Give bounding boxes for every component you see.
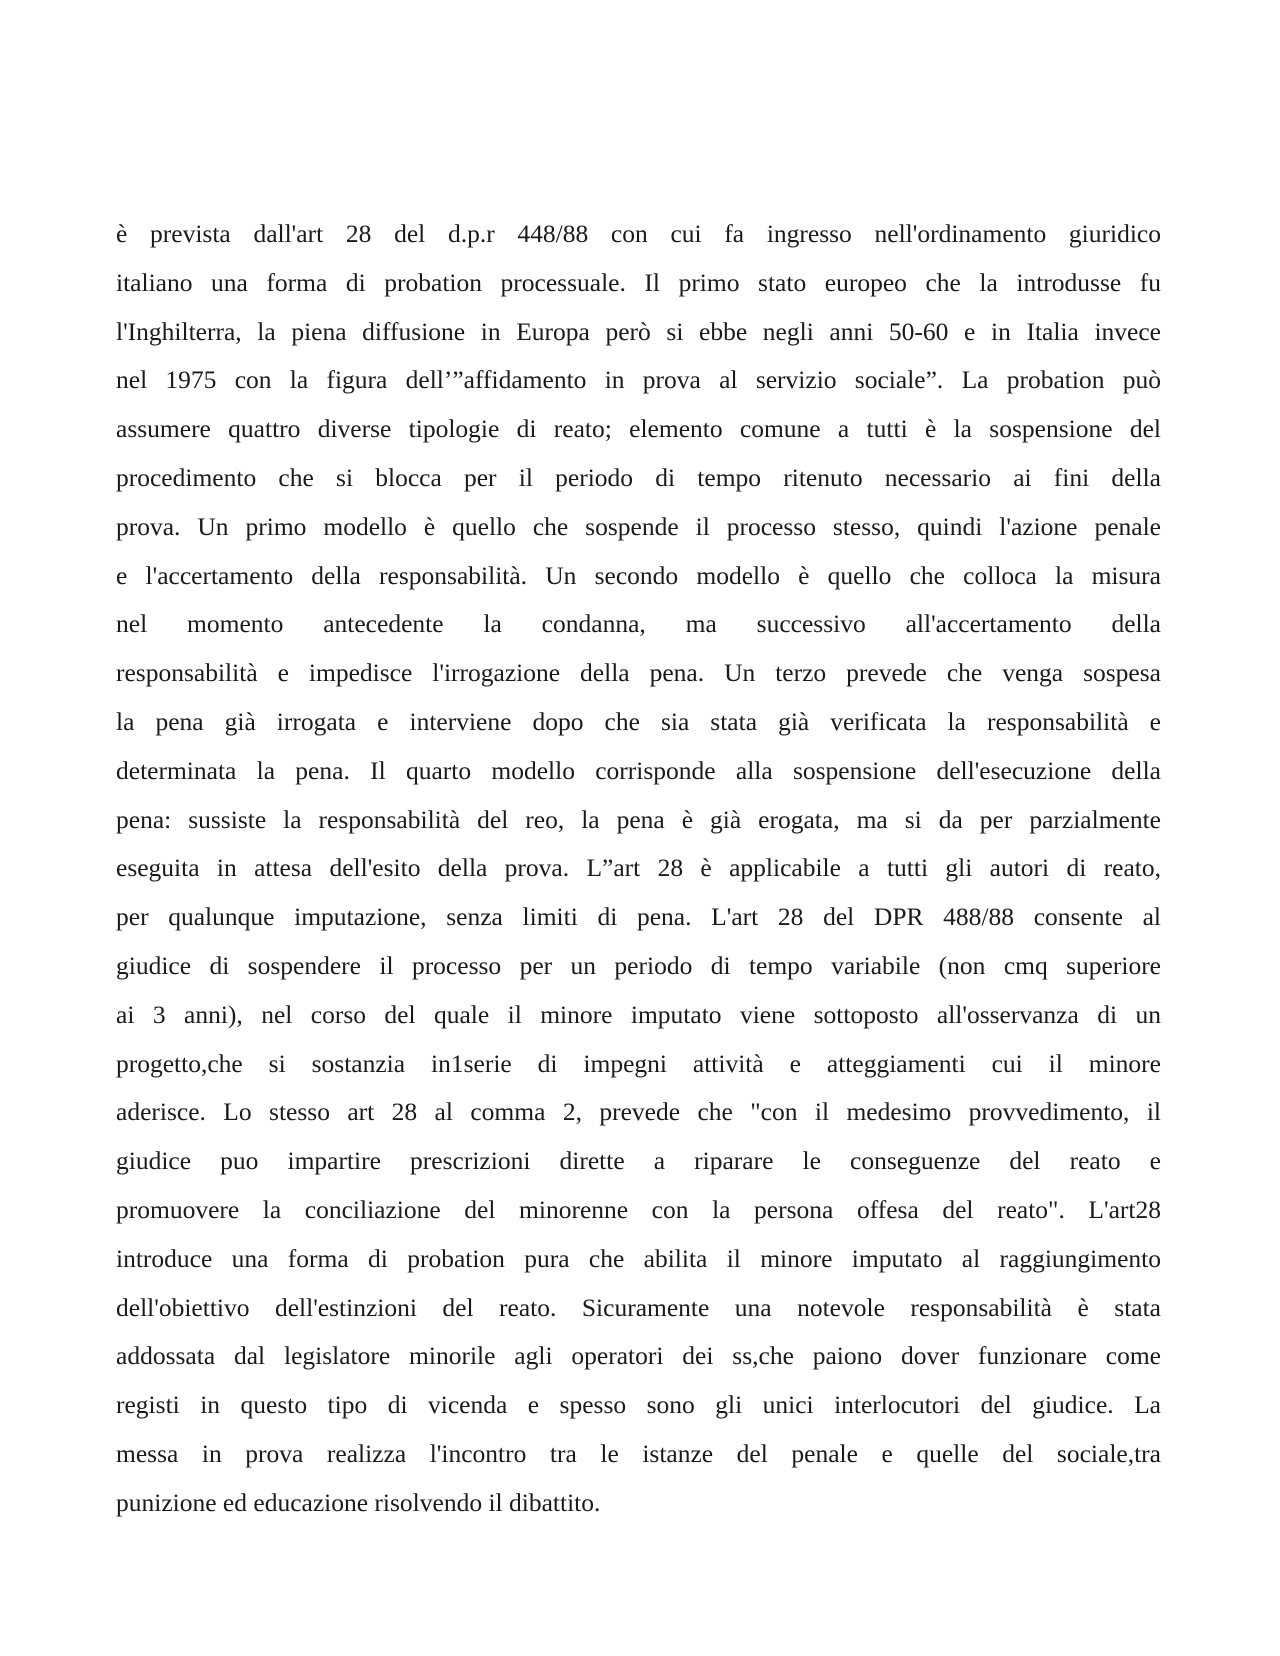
text-line: giudice di sospendere il processo per un periodo di tempo variabile (non cmq superiore: [116, 950, 1161, 980]
text-line: determinata la pena. Il quarto modello corrisponde alla sospensione dell'esecuzione della: [116, 755, 1161, 785]
text-line: dell'obiettivo dell'estinzioni del reato. Sicuramente una notevole responsabilità è stata: [116, 1292, 1161, 1322]
text-line: registi in questo tipo di vicenda e spesso sono gli unici interlocutori del giudice. La: [116, 1390, 1161, 1420]
text-line: addossata dal legislatore minorile agli operatori dei ss,che paiono dover funzionare come: [116, 1341, 1161, 1371]
text-line: giudice puo impartire prescrizioni dirette a riparare le conseguenze del reato e: [116, 1146, 1161, 1176]
body-paragraph: [116, 210, 1161, 1528]
text-line: per qualunque imputazione, senza limiti di pena. L'art 28 del DPR 488/88 consente al: [116, 902, 1161, 932]
text-line: introduce una forma di probation pura che abilita il minore imputato al raggiungimento: [116, 1243, 1161, 1273]
text-line: ai 3 anni), nel corso del quale il minore imputato viene sottoposto all'osservanza di un: [116, 999, 1161, 1029]
text-line: prova. Un primo modello è quello che sospende il processo stesso, quindi l'azione penale: [116, 511, 1161, 541]
text-line: assumere quattro diverse tipologie di reato; elemento comune a tutti è la sospensione del: [116, 414, 1161, 444]
text-line: promuovere la conciliazione del minorenne con la persona offesa del reato". L'art28: [116, 1194, 1161, 1224]
text-line: eseguita in attesa dell'esito della prova. L”art 28 è applicabile a tutti gli autori di reato,: [116, 853, 1161, 883]
text-line: l'Inghilterra, la piena diffusione in Europa però si ebbe negli anni 50-60 e in Italia invece: [116, 316, 1161, 346]
text-line: progetto,che si sostanzia in1serie di impegni attività e atteggiamenti cui il minore: [116, 1048, 1161, 1078]
text-line: responsabilità e impedisce l'irrogazione della pena. Un terzo prevede che venga sospesa: [116, 658, 1161, 688]
text-line: punizione ed educazione risolvendo il dibattito.: [116, 1487, 601, 1517]
text-line: pena: sussiste la responsabilità del reo, la pena è già erogata, ma si da per parzialmente: [116, 804, 1161, 834]
text-line: è prevista dall'art 28 del d.p.r 448/88 con cui fa ingresso nell'ordinamento giuridico: [116, 219, 1161, 248]
text-line: procedimento che si blocca per il periodo di tempo ritenuto necessario ai fini della: [116, 462, 1161, 492]
text-line: nel 1975 con la figura dell’”affidamento in prova al servizio sociale”. La probation può: [116, 365, 1161, 395]
text-line: e l'accertamento della responsabilità. Un secondo modello è quello che colloca la misura: [116, 560, 1161, 590]
text-line: la pena già irrogata e interviene dopo che sia stata già verificata la responsabilità e: [116, 706, 1161, 736]
text-line: italiano una forma di probation processuale. Il primo stato europeo che la introdusse fu: [116, 267, 1161, 297]
text-line: nel momento antecedente la condanna, ma successivo all'accertamento della: [116, 609, 1161, 639]
text-line: messa in prova realizza l'incontro tra le istanze del penale e quelle del sociale,tra: [116, 1438, 1161, 1468]
text-line: aderisce. Lo stesso art 28 al comma 2, prevede che "con il medesimo provvedimento, il: [116, 1097, 1161, 1127]
